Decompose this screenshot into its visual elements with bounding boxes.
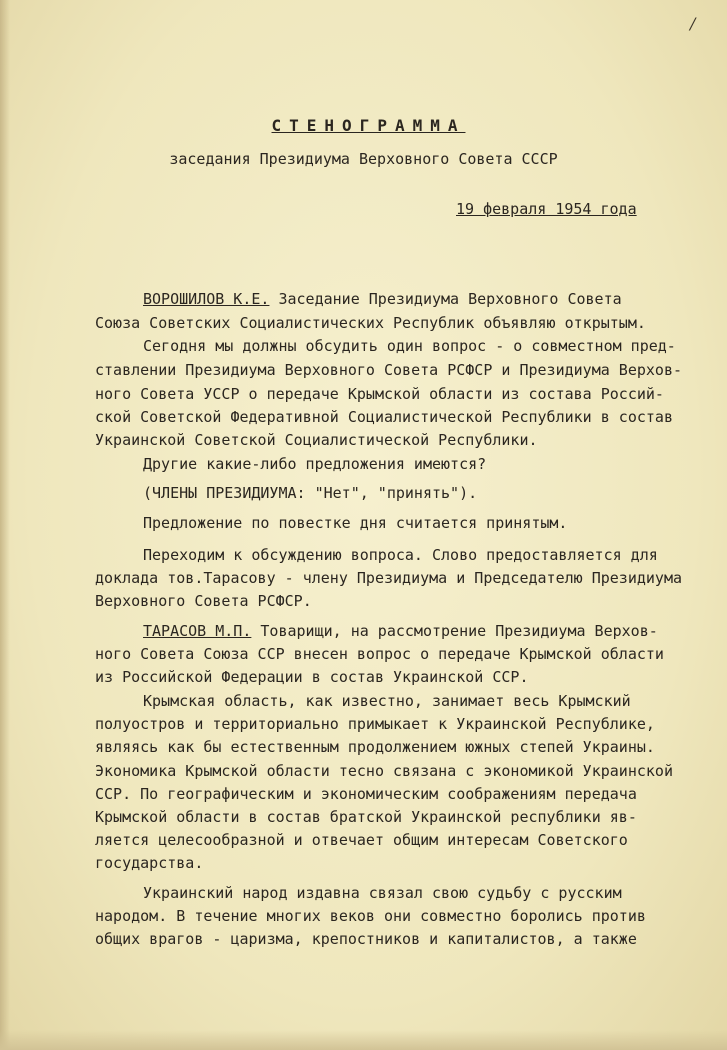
page-bottom-shadow: [0, 1030, 727, 1050]
paragraph-line: народом. В течение многих веков они совместно боролись против: [95, 907, 646, 925]
speaker-name: ВОРОШИЛОВ К.Е.: [143, 290, 270, 308]
paragraph-line: ской Советской Федеративной Социалистической Республики в состав: [95, 408, 673, 426]
paragraph-line: Крымская область, как известно, занимает весь Крымский: [143, 692, 631, 710]
paragraph-line: Переходим к обсуждению вопроса. Слово предоставляется для: [143, 546, 658, 564]
paragraph-line: полуостров и территориально примыкает к Украинской Республике,: [95, 715, 655, 733]
paragraph-line: Союза Советских Социалистических Республик объявляю открытым.: [95, 314, 646, 332]
paragraph-line: [143, 290, 622, 308]
paragraph-line: из Российской Федерации в состав Украинской ССР.: [95, 668, 529, 686]
document-date: 19 февраля 1954 года: [456, 200, 637, 218]
paragraph-line: Крымской области в состав братской Украинской республики яв-: [95, 808, 637, 826]
paragraph-line: доклада тов.Тарасову - члену Президиума и Председателю Президиума: [95, 569, 682, 587]
paragraph-line: Украинской Советской Социалистической Республики.: [95, 431, 538, 449]
paragraph-line: ССР. По географическим и экономическим соображениям передача: [95, 785, 637, 803]
paragraph-line: (ЧЛЕНЫ ПРЕЗИДИУМА: "Нет", "принять").: [143, 484, 478, 502]
line-text: Товарищи, на рассмотрение Президиума Верхов-: [251, 622, 658, 640]
paragraph-line: ного Совета УССР о передаче Крымской области из состава Россий-: [95, 385, 664, 403]
paragraph-line: Сегодня мы должны обсудить один вопрос - о совместном пред-: [143, 337, 676, 355]
paragraph-line: Другие какие-либо предложения имеются?: [143, 455, 487, 473]
paragraph-line: Предложение по повестке дня считается принятым.: [143, 514, 568, 532]
paragraph-line: ного Совета Союза ССР внесен вопрос о передаче Крымской области: [95, 645, 664, 663]
paragraph-line: Верховного Совета РСФСР.: [95, 592, 312, 610]
paragraph-line: Украинский народ издавна связал свою судьбу с русским: [143, 884, 622, 902]
line-text: Заседание Президиума Верховного Совета: [269, 290, 622, 308]
paragraph-line: ляется целесообразной и отвечает общим интересам Советского: [95, 831, 628, 849]
document-title: СТЕНОГРАММА: [271, 116, 466, 135]
paragraph-line: ставлении Президиума Верховного Совета РСФСР и Президиума Верхов-: [95, 361, 682, 379]
paragraph-line: являясь как бы естественным продолжением южных степей Украины.: [95, 738, 655, 756]
paragraph-line: общих врагов - царизма, крепостников и капиталистов, а также: [95, 930, 637, 948]
document-subtitle: заседания Президиума Верховного Совета СССР: [169, 150, 558, 168]
paragraph-line: государства.: [95, 854, 204, 872]
speaker-name: ТАРАСОВ М.П.: [143, 622, 252, 640]
paragraph-line: Экономика Крымской области тесно связана с экономикой Украинской: [95, 762, 673, 780]
paragraph-line: [143, 622, 658, 640]
page-number-mark: /: [690, 14, 696, 33]
